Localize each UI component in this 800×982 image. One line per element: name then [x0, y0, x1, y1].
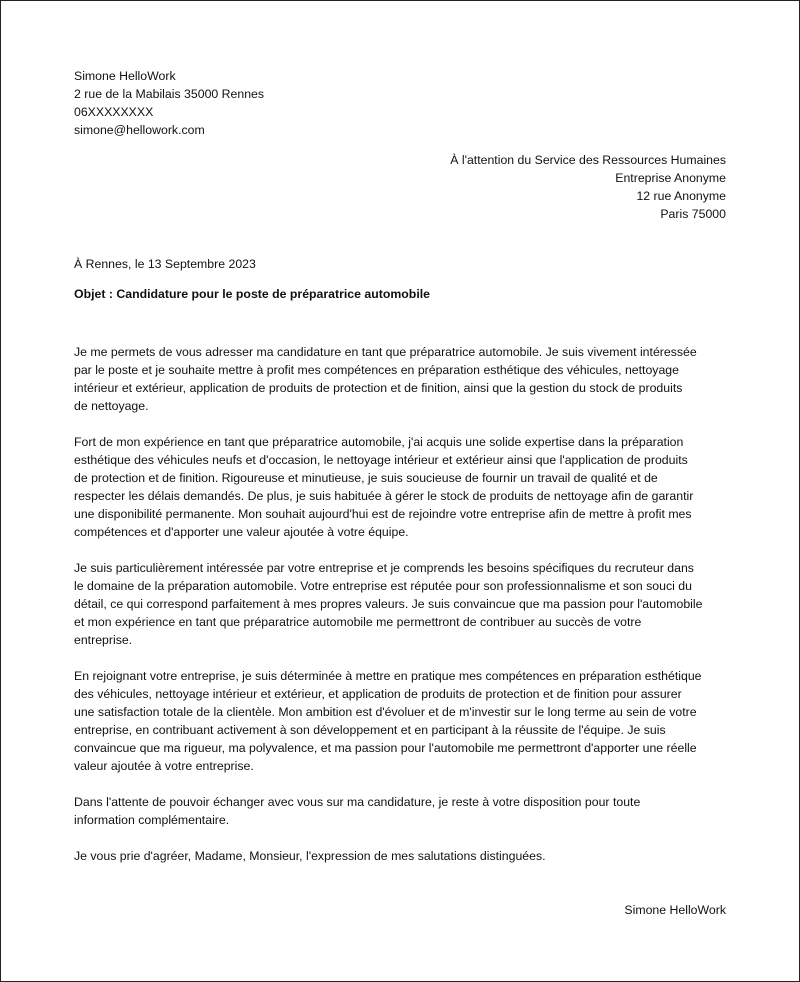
signature: Simone HelloWork — [624, 903, 726, 917]
body-line: détail, ce qui correspond parfaitement à mes propres valeurs. Je suis convaincue que ma passion pour l'automobile — [74, 597, 703, 611]
body-line: le domaine de la préparation automobile. Votre entreprise est réputée pour son professionnalisme et son souci du — [74, 579, 692, 593]
date-line: À Rennes, le 13 Septembre 2023 — [74, 257, 256, 271]
body-line: esthétique des véhicules neufs et d'occasion, le nettoyage intérieur et extérieur ainsi que l'application de produits — [74, 453, 688, 467]
sender-email: simone@hellowork.com — [74, 123, 205, 137]
sender-name: Simone HelloWork — [74, 69, 176, 83]
body-line: valeur ajoutée à votre entreprise. — [74, 759, 254, 773]
body-paragraph — [74, 433, 734, 541]
recipient-city: Paris 75000 — [660, 207, 726, 221]
body-line: Je suis particulièrement intéressée par votre entreprise et je comprends les besoins spécifiques du recruteur dans — [74, 561, 694, 575]
body-line: Je vous prie d'agréer, Madame, Monsieur, l'expression de mes salutations distinguées. — [74, 849, 546, 863]
body-line: compétences et d'apporter une valeur ajoutée à votre équipe. — [74, 525, 409, 539]
recipient-block — [450, 151, 726, 223]
body-line: Dans l'attente de pouvoir échanger avec vous sur ma candidature, je reste à votre disposition pour toute — [74, 795, 641, 809]
body-line: respecter les délais demandés. De plus, je suis habituée à gérer le stock de produits de nettoyage afin de garantir — [74, 489, 694, 503]
body-line: Je me permets de vous adresser ma candidature en tant que préparatrice automobile. Je suis vivement intéressée — [74, 345, 697, 359]
body-paragraph — [74, 559, 734, 649]
sender-block — [74, 67, 264, 139]
body-line: En rejoignant votre entreprise, je suis déterminée à mettre en pratique mes compétences en préparation esthétique — [74, 669, 702, 683]
body-line: de protection et de finition. Rigoureuse et minutieuse, je suis soucieuse de fournir un travail de qualité et de — [74, 471, 658, 485]
subject-line: Objet : Candidature pour le poste de préparatrice automobile — [74, 287, 430, 301]
recipient-company: Entreprise Anonyme — [615, 171, 726, 185]
body-paragraph — [74, 343, 734, 415]
sender-phone: 06XXXXXXXX — [74, 105, 154, 119]
body-line: entreprise, en contribuant activement à son développement et en participant à la réussite de l'équipe. Je suis — [74, 723, 666, 737]
body-line: une disponibilité permanente. Mon souhait aujourd'hui est de rejoindre votre entreprise afin de mettre à profit mes — [74, 507, 692, 521]
body-line: intérieur et extérieur, application de produits de protection et de finition, ainsi que la gestion du stock de produits — [74, 381, 683, 395]
sender-address: 2 rue de la Mabilais 35000 Rennes — [74, 87, 265, 101]
recipient-attention: À l'attention du Service des Ressources Humaines — [450, 153, 726, 167]
body-line: une satisfaction totale de la clientèle. Mon ambition est d'évoluer et de m'investir sur le long terme au sein de votre — [74, 705, 697, 719]
body-line: Fort de mon expérience en tant que préparatrice automobile, j'ai acquis une solide expertise dans la préparation — [74, 435, 684, 449]
body-line: des véhicules, nettoyage intérieur et extérieur, et application de produits de protection et de finition pour assurer — [74, 687, 682, 701]
body-line: de nettoyage. — [74, 399, 149, 413]
recipient-street: 12 rue Anonyme — [636, 189, 726, 203]
body-line: et mon expérience en tant que préparatrice automobile me permettront de contribuer au succès de votre — [74, 615, 642, 629]
closing-paragraph — [74, 847, 734, 865]
body-line: par le poste et je souhaite mettre à profit mes compétences en préparation esthétique des véhicules, nettoyage — [74, 363, 679, 377]
body-paragraph — [74, 793, 734, 829]
body-line: information complémentaire. — [74, 813, 230, 827]
body-paragraph — [74, 667, 734, 775]
body-line: convaincue que ma rigueur, ma polyvalence, et ma passion pour l'automobile me permettront d'apporter une réelle — [74, 741, 697, 755]
letter-body — [74, 343, 734, 883]
body-line: entreprise. — [74, 633, 133, 647]
